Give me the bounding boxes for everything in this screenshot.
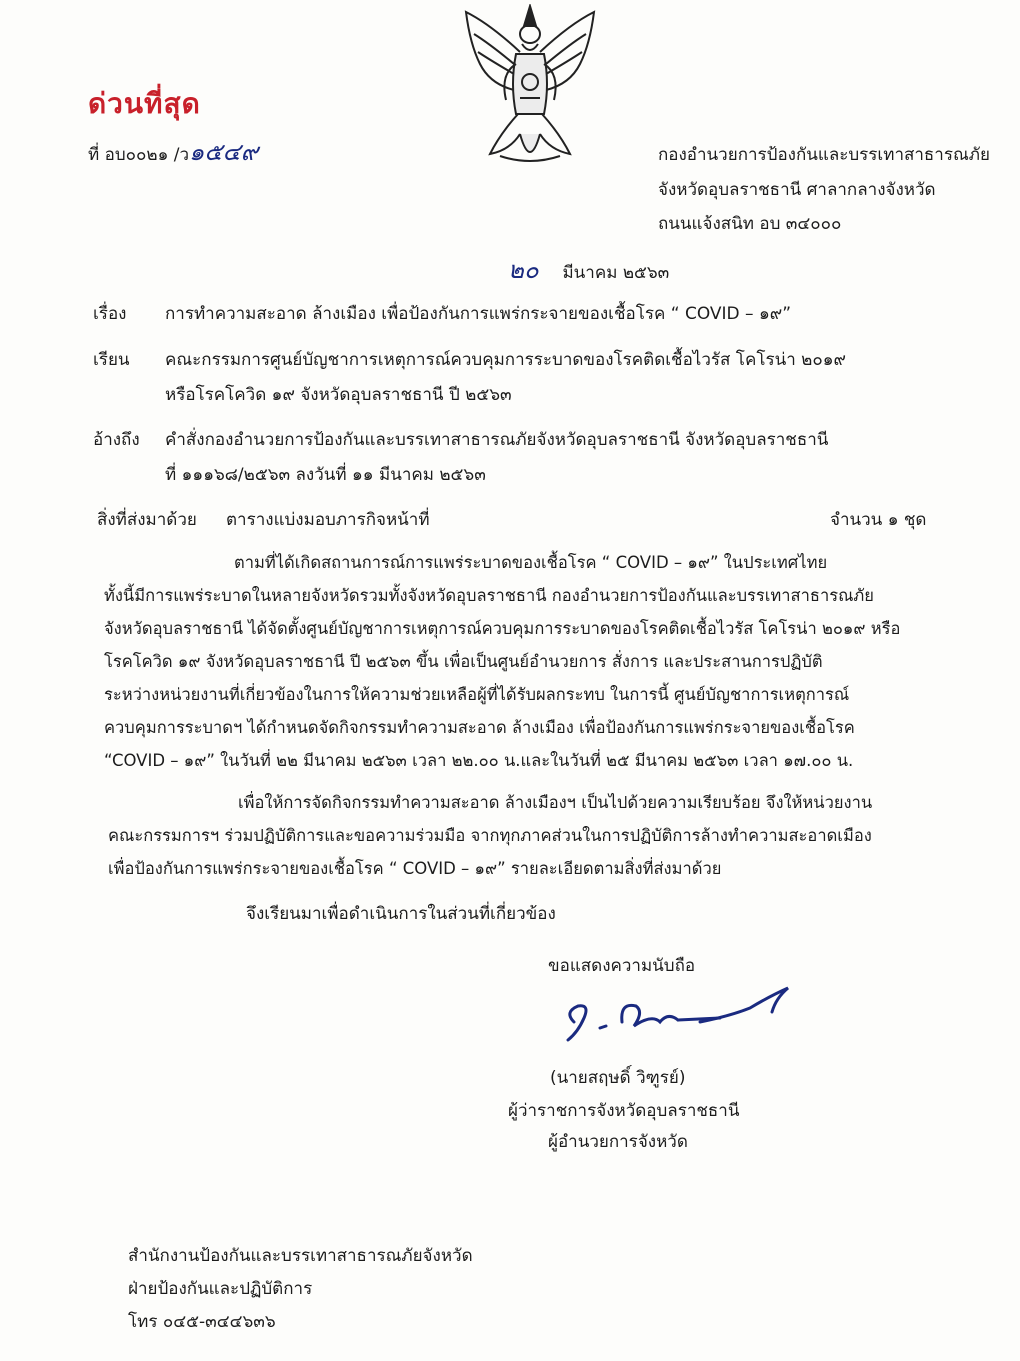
footer-department: ฝ่ายป้องกันและปฏิบัติการ bbox=[128, 1279, 313, 1299]
signatory-position-1: ผู้ว่าราชการจังหวัดอุบลราชธานี bbox=[508, 1101, 740, 1121]
document-reference bbox=[88, 140, 258, 167]
sender-address-line-2: จังหวัดอุบลราชธานี ศาลากลางจังหวัด bbox=[658, 180, 936, 200]
reference-number-handwritten: ๑๕๔๙ bbox=[189, 138, 259, 166]
signatory-position-2: ผู้อำนวยการจังหวัด bbox=[548, 1132, 688, 1152]
paragraph-1-line: ควบคุมการระบาดฯ ได้กำหนดจัดกิจกรรมทำความสะอาด ล้างเมือง เพื่อป้องกันการแพร่กระจายของเชื้อโรค bbox=[104, 718, 855, 737]
reference-line-2: ที่ ๑๑๑๖๘/๒๕๖๓ ลงวันที่ ๑๑ มีนาคม ๒๕๖๓ bbox=[165, 465, 486, 485]
recipient-label: เรียน bbox=[93, 350, 130, 370]
subject-label: เรื่อง bbox=[93, 304, 127, 324]
enclosure-label: สิ่งที่ส่งมาด้วย bbox=[97, 510, 197, 530]
subject-text: การทำความสะอาด ล้างเมือง เพื่อป้องกันการแพร่กระจายของเชื้อโรค “ COVID – ๑๙” bbox=[165, 304, 792, 324]
reference-prefix: ที่ อบ๐๐๒๑ /ว bbox=[88, 145, 190, 165]
reference-line-1: คำสั่งกองอำนวยการป้องกันและบรรเทาสาธารณภัยจังหวัดอุบลราชธานี จังหวัดอุบลราชธานี bbox=[165, 430, 829, 450]
enclosure-text: ตารางแบ่งมอบภารกิจหน้าที่ bbox=[226, 510, 430, 530]
paragraph-1-line: “COVID – ๑๙” ในวันที่ ๒๒ มีนาคม ๒๕๖๓ เวลา ๒๒.๐๐ น.และในวันที่ ๒๕ มีนาคม ๒๕๖๓ เวลา ๑๗.๐๐ น. bbox=[104, 751, 854, 770]
paragraph-1-line: โรคโควิด ๑๙ จังหวัดอุบลราชธานี ปี ๒๕๖๓ ขึ้น เพื่อเป็นศูนย์อำนวยการ สั่งการ และประสานการปฏิบัติ bbox=[104, 652, 823, 671]
signatory-name: (นายสฤษดิ์ วิฑูรย์) bbox=[550, 1068, 686, 1088]
paragraph-2-line: เพื่อให้การจัดกิจกรรมทำความสะอาด ล้างเมืองฯ เป็นไปด้วยความเรียบร้อย จึงให้หน่วยงาน bbox=[238, 793, 873, 812]
paragraph-1-line: ตามที่ได้เกิดสถานการณ์การแพร่ระบาดของเชื้อโรค “ COVID – ๑๙” ในประเทศไทย bbox=[234, 553, 828, 572]
document-date bbox=[508, 258, 669, 285]
closing-salutation: ขอแสดงความนับถือ bbox=[548, 956, 696, 976]
footer-office: สำนักงานป้องกันและบรรเทาสาธารณภัยจังหวัด bbox=[128, 1246, 473, 1266]
paragraph-2-line: คณะกรรมการฯ ร่วมปฏิบัติการและขอความร่วมมือ จากทุกภาคส่วนในการปฏิบัติการล้างทำความสะอาดเมือง bbox=[108, 826, 872, 845]
recipient-line-2: หรือโรคโควิด ๑๙ จังหวัดอุบลราชธานี ปี ๒๕๖๓ bbox=[165, 385, 512, 405]
recipient-line-1: คณะกรรมการศูนย์บัญชาการเหตุการณ์ควบคุมการระบาดของโรคติดเชื้อไวรัส โคโรน่า ๒๐๑๙ bbox=[165, 350, 846, 370]
reference-label: อ้างถึง bbox=[93, 430, 140, 450]
paragraph-1-line: ระหว่างหน่วยงานที่เกี่ยวข้องในการให้ความช่วยเหลือผู้ที่ได้รับผลกระทบ ในการนี้ ศูนย์บัญชาการเหตุการณ์ bbox=[104, 685, 850, 704]
garuda-emblem bbox=[460, 4, 600, 172]
closing-request: จึงเรียนมาเพื่อดำเนินการในส่วนที่เกี่ยวข้อง bbox=[246, 904, 556, 924]
footer-phone: โทร ๐๔๕-๓๔๔๖๓๖ bbox=[128, 1312, 276, 1332]
paragraph-2-line: เพื่อป้องกันการแพร่กระจายของเชื้อโรค “ COVID – ๑๙” รายละเอียดตามสิ่งที่ส่งมาด้วย bbox=[108, 859, 722, 878]
paragraph-1-line: ทั้งนี้มีการแพร่ระบาดในหลายจังหวัดรวมทั้งจังหวัดอุบลราชธานี กองอำนวยการป้องกันและบรรเทาสาธารณภัย bbox=[104, 586, 874, 605]
date-day-handwritten: ๒๐ bbox=[508, 256, 539, 284]
paragraph-1-line: จังหวัดอุบลราชธานี ได้จัดตั้งศูนย์บัญชาการเหตุการณ์ควบคุมการระบาดของโรคติดเชื้อไวรัส โคโรน่า ๒๐๑๙ หรือ bbox=[104, 619, 901, 638]
enclosure-quantity: จำนวน ๑ ชุด bbox=[830, 510, 927, 530]
sender-address-line-1: กองอำนวยการป้องกันและบรรเทาสาธารณภัย bbox=[658, 145, 990, 165]
urgency-label: ด่วนที่สุด bbox=[88, 87, 201, 120]
body-paragraph-1 bbox=[104, 546, 900, 777]
handwritten-signature bbox=[560, 982, 800, 1052]
date-month-year: มีนาคม ๒๕๖๓ bbox=[562, 263, 670, 283]
body-paragraph-2 bbox=[108, 786, 872, 885]
sender-address-line-3: ถนนแจ้งสนิท อบ ๓๔๐๐๐ bbox=[658, 214, 842, 234]
